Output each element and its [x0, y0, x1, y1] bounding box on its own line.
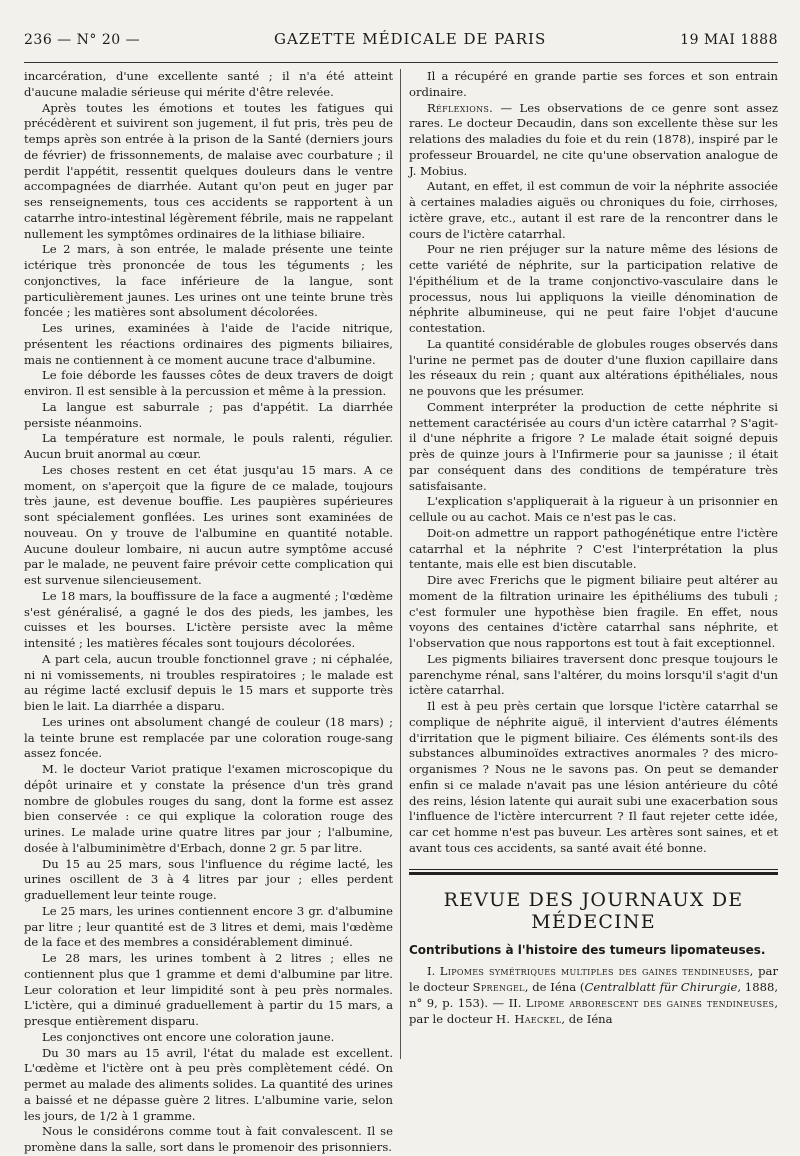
citation-text: , par le docteur	[409, 995, 778, 1026]
citation-text: par le docteur	[409, 964, 779, 994]
paragraph: Pour ne rien préjuger sur la nature même des lésions de cette variété de néphrite, sur la participation relative de l'épithélium et de la trame conjonctivo-vasculaire dans le processus, nous lui appliquons la vieille dénomination de néphrite albumineuse, qui ne peut faire l'objet d'aucune contestation.	[409, 242, 778, 335]
issue-date: 19 MAI 1888	[680, 32, 778, 48]
citation-text: , 1888, n° 9, p. 153). — II.	[409, 980, 779, 1010]
section-subtitle: Contributions à l'histoire des tumeurs lipomateuses.	[409, 942, 766, 957]
section-divider	[409, 869, 778, 870]
left-column	[24, 69, 400, 1154]
reflexions-label: Réflexions.	[427, 100, 494, 115]
paragraph: Le 18 mars, la bouffissure de la face a augmenté ; l'œdème s'est généralisé, a gagné le dos des pieds, les jambes, les cuisses et les bourses. L'ictère persiste avec la même intensité ; les matières fécales sont toujours décolorées.	[24, 588, 393, 650]
paragraph: Les urines ont absolument changé de couleur (18 mars) ; la teinte brune est remplacée par une coloration rouge-sang assez foncée.	[24, 714, 393, 761]
page-header	[24, 30, 778, 63]
journal-title: GAZETTE MÉDICALE DE PARIS	[274, 30, 547, 48]
paragraph: Il a récupéré en grande partie ses forces et son entrain ordinaire.	[409, 69, 778, 99]
right-column	[400, 69, 778, 1059]
paragraph: Autant, en effet, il est commun de voir la néphrite associée à certaines maladies aiguës ou chroniques du foie, cirrhoses, ictère grave, etc., autant il est rare de la rencontrer dans le cours de l'ictère catarrhal.	[409, 179, 778, 241]
paragraph: L'explication s'appliquerait à la rigueur à un prisonnier en cellule ou au cachot. Mais ce n'est pas le cas.	[409, 494, 778, 524]
paragraph: Dire avec Frerichs que le pigment biliaire peut altérer au moment de la filtration urinaire les épithéliums des tubuli ; c'est formuler une hypothèse bien fragile. En effet, nous voyons des centaines d'ictère catarrhal sans néphrite, et l'observation que nous rapportons est tout à fait exceptionnel.	[409, 573, 778, 650]
paragraph: Les choses restent en cet état jusqu'au 15 mars. A ce moment, on s'aperçoit que la figure de ce malade, toujours très jaune, est devenue bouffie. Les paupières supérieures sont spécialement gonflées. Les urines sont examinées de nouveau. On y trouve de l'albumine en quantité notable. Aucune douleur lombaire, ni aucun autre symptôme accusé par le malade, ne peuvent faire prévoir cette complication qui est survenue silencieusement.	[24, 462, 393, 587]
article-title: Lipome arborescent des gaines tendineuses	[525, 995, 775, 1010]
item-number: I.	[427, 964, 436, 979]
reflexions-paragraph	[409, 101, 778, 180]
paragraph: La température est normale, le pouls ralenti, régulier. Aucun bruit anormal au cœur.	[24, 431, 393, 461]
citation-paragraph	[409, 964, 778, 1027]
citation-text: , de Iéna (	[524, 980, 585, 994]
paragraph: Le 25 mars, les urines contiennent encore 3 gr. d'albumine par litre ; leur quantité est de 3 litres et demi, mais l'œdème de la face et des membres a considérablement diminué.	[24, 903, 393, 950]
paragraph: La quantité considérable de globules rouges observés dans l'urine ne permet pas de douter d'une fluxion capillaire dans les réseaux du rein ; quant aux altérations épithéliales, nous ne pouvons que les présumer.	[409, 336, 778, 398]
paragraph: Les urines, examinées à l'aide de l'acide nitrique, présentent les réactions ordinaires des pigments biliaires, mais ne contiennent à ce moment aucune trace d'albumine.	[24, 321, 393, 367]
paragraph: incarcération, d'une excellente santé ; il n'a été atteint d'aucune maladie sérieuse qui mérite d'être relevée.	[24, 69, 393, 99]
paragraph: M. le docteur Variot pratique l'examen microscopique du dépôt urinaire et y constate la présence d'un très grand nombre de globules rouges du sang, dont la forme est assez bien conservée : ce qui explique la coloration rouge des urines. Le malade urine quatre litres par jour ; l'albumine, dosée à l'albuminimètre d'Erbach, donne 2 gr. 5 par litre.	[24, 762, 393, 855]
paragraph: Le 28 mars, les urines tombent à 2 litres ; elles ne contiennent plus que 1 gramme et demi d'albumine par litre. Leur coloration et leur limpidité sont à peu près normales. L'ictère, qui a diminué graduellement à partir du 15 mars, a presque entièrement disparu.	[24, 951, 393, 1028]
paragraph: Doit-on admettre un rapport pathogénétique entre l'ictère catarrhal et la néphrite ? C'est l'interprétation la plus tentante, mais elle est bien discutable.	[409, 525, 778, 572]
reflexions-text: — Les observations de ce genre sont assez rares. Le docteur Decaudin, dans son excellente thèse sur les relations des maladies du foie et du rein (1878), inspiré par le professeur Brouardel, ne cite qu'une observation analogue de J. Mobius.	[409, 100, 778, 178]
page-number: 236 — N° 20 —	[24, 32, 141, 48]
journal-name: Centralblatt für Chirurgie	[584, 980, 738, 994]
paragraph: Les conjonctives ont encore une coloration jaune.	[42, 1029, 335, 1044]
paragraph: Le foie déborde les fausses côtes de deux travers de doigt environ. Il est sensible à la percussion et même à la pression.	[24, 368, 393, 398]
paragraph: Le 2 mars, à son entrée, le malade présente une teinte ictérique très prononcée de tous les téguments ; les conjonctives, la face inférieure de la langue, sont particulièrement jaunes. Les urines ont une teinte brune très foncée ; les matières sont absolument décolorées.	[24, 242, 393, 320]
paragraph: A part cela, aucun trouble fonctionnel grave ; ni céphalée, ni ni vomissements, ni troubles respiratoires ; le malade est au régime lacté exclusif depuis le 15 mars et supporte très bien le lait. La diarrhée a disparu.	[24, 651, 393, 713]
paragraph: Du 30 mars au 15 avril, l'état du malade est excellent. L'œdème et l'ictère ont à peu près complètement cédé. On permet au malade des aliments solides. La quantité des urines a baissé et ne dépasse guère 2 litres. L'albumine varie, selon les jours, de 1/2 à 1 gramme.	[24, 1045, 393, 1123]
paragraph: La langue est saburrale ; pas d'appétit. La diarrhée persiste néanmoins.	[24, 399, 393, 430]
section-divider-thick	[409, 872, 778, 875]
author-name: H. Haeckel	[495, 1011, 562, 1026]
article-title: Lipomes symétriques multiples des gaines tendineuses,	[439, 964, 754, 979]
paragraph: Nous le considérons comme tout à fait convalescent. Il se promène dans la salle, sort dans le promenoir des prisonniers.	[24, 1124, 393, 1154]
paragraph: Les pigments biliaires traversent donc presque toujours le parenchyme rénal, sans l'altérer, du moins lorsqu'il s'agit d'un ictère catarrhal.	[409, 651, 778, 698]
paragraph: Il est à peu près certain que lorsque l'ictère catarrhal se complique de néphrite aiguë, il intervient d'autres éléments d'irritation que le pigment biliaire. Ces éléments sont-ils des substances albuminoïdes extractives anormales ? des micro-organismes ? Nous ne le savons pas. On peut se demander enfin si ce malade n'avait pas une lésion antérieure du côté des reins, lésion latente qui aurait subi une exacerbation sous l'influence de l'ictère intercurrent ? Il faut rejeter cette idée, car cet homme n'est pas buveur. Les artères sont saines, et et avant tous ces accidents, sa santé avait été bonne.	[409, 699, 778, 855]
citation-text: , de Iéna	[561, 1011, 613, 1026]
paragraph: Du 15 au 25 mars, sous l'influence du régime lacté, les urines oscillent de 3 à 4 litres par jour ; elles perdent graduellement leur teinte rouge.	[24, 856, 393, 902]
author-name: Sprengel	[472, 980, 525, 994]
paragraph: Après toutes les émotions et toutes les fatigues qui précédèrent et suivirent son jugement, il fut pris, très peu de temps après son entrée à la prison de la Santé (derniers jours de février) de frissonnements, de malaise avec courbature ; il perdit l'appétit, ressentit quelques douleurs dans le ventre accompagnées de diarrhée. Autant qu'on peut en juger par ses renseignements, tous ces accidents se rapportent à un catarrhe intro-intestinal légèrement fébrile, mais ne rappelant nullement les symptômes ordinaires de la lithiase biliaire.	[24, 100, 393, 241]
article-columns	[24, 69, 779, 1154]
paragraph: Comment interpréter la production de cette néphrite si nettement caractérisée au cours d'un ictère catarrhal ? S'agit-il d'une néphrite a frigore ? Le malade était soigné depuis près de quinze jours à l'Infirmerie pour sa jaunisse ; il était par conséquent dans des conditions de température très satisfaisante.	[409, 399, 778, 493]
section-title: REVUE DES JOURNAUX DE MÉDECINE	[443, 888, 744, 933]
